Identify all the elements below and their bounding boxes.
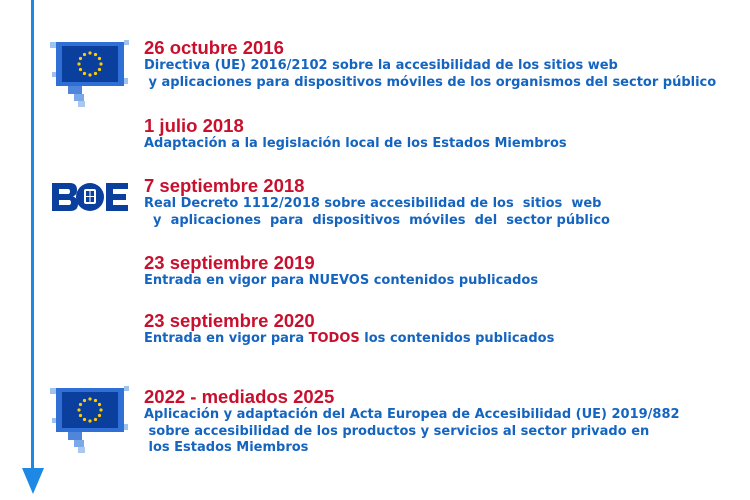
timeline-event <box>144 253 538 290</box>
highlight-text: TODOS <box>308 331 360 346</box>
timeline-event <box>144 176 610 229</box>
eu-flag-icon <box>48 384 130 456</box>
timeline-event <box>144 311 554 348</box>
event-description: Directiva (UE) 2016/2102 sobre la accesibilidad de los sitios web <box>144 58 618 73</box>
event-description: Adaptación a la legislación local de los Estados Miembros <box>144 136 567 151</box>
event-description: sobre accesibilidad de los productos y servicios al sector privado en <box>144 423 650 439</box>
event-description: y aplicaciones para dispositivos móviles del sector público <box>144 212 610 228</box>
event-description: los Estados Miembros <box>144 440 309 455</box>
event-date: 1 julio 2018 <box>144 115 244 136</box>
event-description <box>144 331 554 348</box>
boe-logo <box>50 180 130 214</box>
event-date: 23 septiembre 2019 <box>144 252 315 273</box>
event-date: 7 septiembre 2018 <box>144 175 305 196</box>
event-date: 23 septiembre 2020 <box>144 310 315 331</box>
event-date: 26 octubre 2016 <box>144 37 284 58</box>
description-text: Entrada en vigor para <box>144 331 309 346</box>
event-description: y aplicaciones para dispositivos móviles de los organismos del sector público <box>144 74 717 90</box>
timeline-event <box>144 387 680 457</box>
event-description: Real Decreto 1112/2018 sobre accesibilidad de los sitios web <box>144 196 602 211</box>
event-description: Aplicación y adaptación del Acta Europea de Accesibilidad (UE) 2019/882 <box>144 407 680 422</box>
event-description: Entrada en vigor para NUEVOS contenidos publicados <box>144 273 539 288</box>
event-date: 2022 - mediados 2025 <box>144 386 335 407</box>
timeline-event <box>144 116 567 153</box>
timeline-line <box>31 0 34 470</box>
timeline-event <box>144 38 716 91</box>
eu-flag-icon <box>48 38 130 110</box>
timeline-arrow-icon <box>22 468 44 494</box>
description-text: los contenidos publicados <box>359 331 555 346</box>
